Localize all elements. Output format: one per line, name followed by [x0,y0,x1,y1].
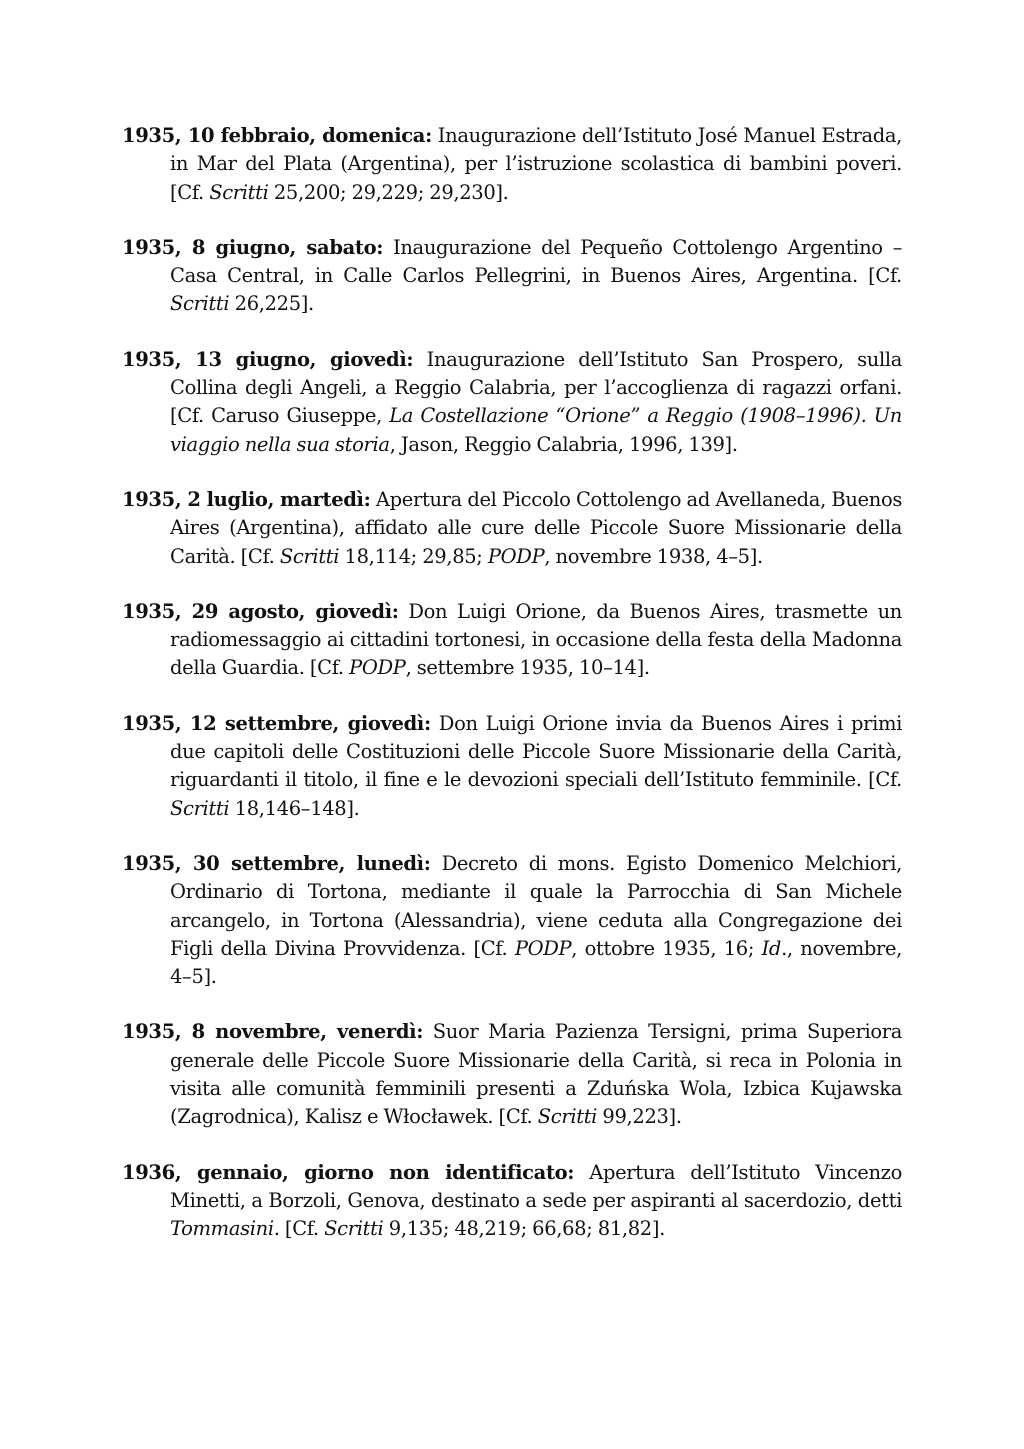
entry-date: 1935, 2 luglio, martedì: [122,487,371,511]
entry-text: ., novembre, 4–5]. [170,936,902,989]
chronology-entry [122,850,902,991]
entry-date: 1935, 12 settembre, giovedì: [122,711,431,735]
entry-italic-text: La Costellazione “Orione” a Reggio (1908–1996). Un viaggio nella sua storia [170,404,902,456]
entry-text: Decreto di mons. Egisto Domenico Melchiori, Ordinario di Tortona, mediante il quale la Parrocchia di San Michele arcangelo, in Tortona (Alessandria), viene ceduta alla Congregazione dei Figli della Divina Provvidenza. [Cf. [170,851,902,960]
entry-text: , Jason, Reggio Calabria, 1996, 139]. [389,432,738,456]
entry-text: Inaugurazione dell’Istituto San Prospero, sulla Collina degli Angeli, a Reggio Calabria, per l’accoglienza di ragazzi orfani. [Cf. Caruso Giuseppe, [170,347,903,428]
entry-text: 18,114; 29,85; [339,544,488,568]
entry-date: 1936, gennaio, giorno non identificato: [122,1160,575,1184]
chronology-entry [122,598,902,683]
entry-text: , ottobre 1935, 16; [571,936,762,960]
entry-text: Inaugurazione del Pequeño Cottolengo Argentino – Casa Central, in Calle Carlos Pellegrini, in Buenos Aires, Argentina. [Cf. [170,235,902,288]
entry-italic-text: Tommasini [170,1217,274,1241]
entry-text: Suor Maria Pazienza Tersigni, prima Superiora generale delle Piccole Suore Missionarie della Carità, si reca in Polonia in visita alle comunità femminili presenti a Zduńska Wola, Izbica Kujawska (Zagrodnica), Kalisz e Włocławek. [Cf. [170,1020,902,1129]
entry-text: , novembre 1938, 4–5]. [544,544,763,568]
entry-italic-text: Id [761,936,782,960]
entry-date: 1935, 13 giugno, giovedì: [122,347,414,371]
entry-italic-text: Scritti [170,796,230,820]
entry-date: 1935, 8 novembre, venerdì: [122,1020,424,1044]
entry-text: Don Luigi Orione, da Buenos Aires, trasmette un radiomessaggio ai cittadini tortonesi, in occasione della festa della Madonna della Guardia. [Cf. [170,599,902,680]
entry-text: Apertura dell’Istituto Vincenzo Minetti, a Borzoli, Genova, destinato a sede per aspiranti al sacerdozio, detti [170,1160,902,1212]
entry-date: 1935, 30 settembre, lunedì: [122,851,431,875]
chronology-entry [122,234,902,319]
chronology-entry [122,710,902,823]
entry-text: 99,223]. [597,1105,682,1129]
entry-text: Inaugurazione dell’Istituto José Manuel Estrada, in Mar del Plata (Argentina), per l’istruzione scolastica di bambini poveri. [Cf. [170,124,903,204]
entry-italic-text: Scritti [170,292,230,316]
entry-italic-text: PODP [487,544,545,568]
entry-text: 26,225]. [229,292,314,316]
entry-date: 1935, 8 giugno, sabato: [122,235,384,259]
entry-italic-text: Scritti [324,1217,384,1241]
entry-italic-text: PODP [349,656,406,680]
entry-text: 18,146–148]. [229,796,360,820]
chronology-entry [122,346,902,459]
chronology-entry [122,1018,902,1131]
entry-text: . [Cf. [273,1217,325,1241]
entry-text: , settembre 1935, 10–14]. [405,656,650,680]
chronology-entry [122,122,902,207]
entry-italic-text: Scritti [537,1105,598,1129]
entry-italic-text: Scritti [279,544,340,568]
entry-italic-text: PODP [514,936,572,960]
chronology-list [122,122,902,1271]
chronology-entry [122,486,902,571]
entry-text: 9,135; 48,219; 66,68; 81,82]. [383,1217,665,1241]
entry-text: Apertura del Piccolo Cottolengo ad Avellaneda, Buenos Aires (Argentina), affidato alle cure delle Piccole Suore Missionarie della Carità. [Cf. [170,487,903,568]
entry-date: 1935, 10 febbraio, domenica: [122,124,432,147]
entry-italic-text: Scritti [209,180,269,204]
entry-text: Don Luigi Orione invia da Buenos Aires i primi due capitoli delle Costituzioni delle Piccole Suore Missionarie della Carità, riguardanti il titolo, il fine e le devozioni speciali dell’Istituto femminile. [Cf. [170,711,902,792]
chronology-entry [122,1159,902,1244]
entry-date: 1935, 29 agosto, giovedì: [122,599,399,623]
entry-text: 25,200; 29,229; 29,230]. [268,180,509,204]
